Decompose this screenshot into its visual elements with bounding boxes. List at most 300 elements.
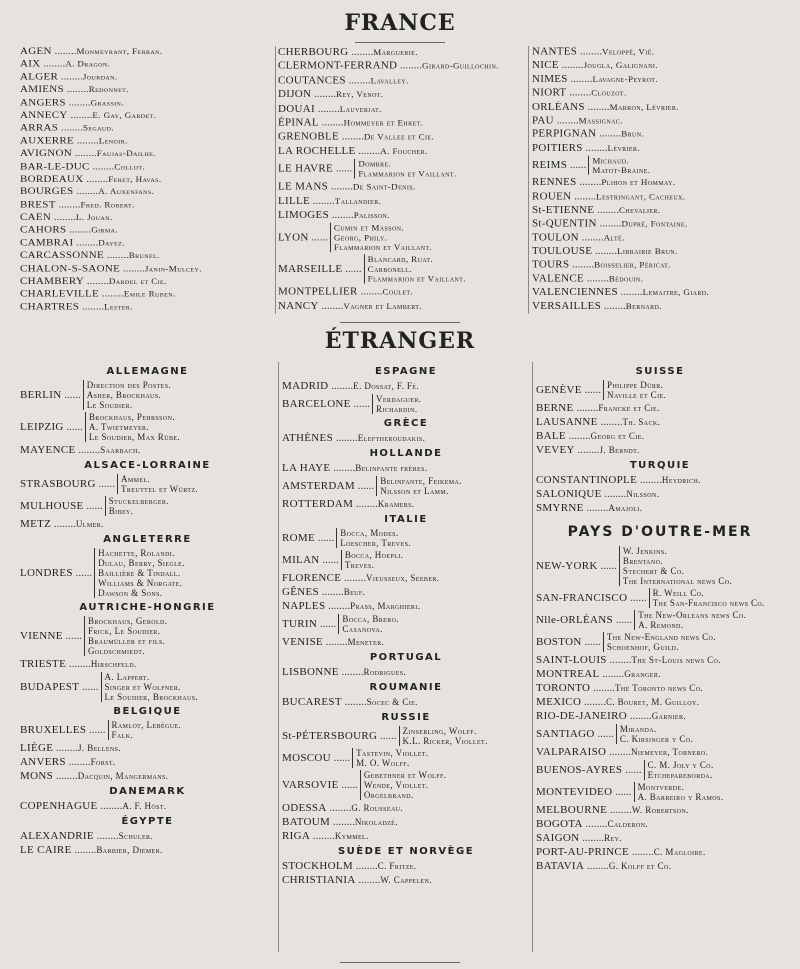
- city-row: [278, 159, 526, 179]
- bookseller-name: Saarbach.: [100, 445, 141, 455]
- bookseller-name: Asher, Brockhaus.: [86, 390, 162, 400]
- leader-dots: ........: [325, 600, 351, 612]
- leader-dots: ........: [311, 88, 337, 101]
- bookseller-name: C. M. Joly y Co.: [647, 760, 714, 770]
- leader-dots: ........: [66, 658, 91, 670]
- city-name: CHARLEVILLE: [20, 288, 100, 300]
- bookseller-name: Marron, Lévrier.: [609, 101, 679, 112]
- bookseller-name: Grassin.: [90, 97, 124, 107]
- bookseller-name: Dawson & Sons.: [98, 588, 163, 598]
- city-name: LYON: [278, 231, 309, 244]
- city-name: MONTREAL: [536, 668, 600, 680]
- bookseller-name: Blancard, Ruat.: [367, 254, 434, 265]
- city-label: [282, 730, 397, 742]
- leader-dots: ......: [612, 786, 632, 798]
- city-name: BERLIN: [20, 389, 62, 401]
- city-row: [20, 135, 272, 146]
- bookseller-list: [634, 610, 784, 630]
- bookseller-name: A. Auxenfans.: [98, 187, 155, 197]
- bookseller-name: Heydrich.: [661, 475, 701, 485]
- bookseller-name: Feret, Havas.: [108, 174, 162, 184]
- bookseller-name: Loescher, Treves.: [340, 538, 411, 548]
- leader-dots: ........: [89, 160, 115, 172]
- bookseller-name: Segaud.: [82, 123, 114, 133]
- city-name: PORT-AU-PRINCE: [536, 846, 629, 858]
- leader-dots: ........: [583, 502, 609, 514]
- country-heading: ANGLETERRE: [103, 534, 192, 545]
- city-row: [536, 588, 784, 608]
- city-row: [20, 301, 272, 312]
- city-row: [278, 195, 526, 207]
- city-name: BORDEAUX: [20, 173, 84, 185]
- leader-dots: ........: [75, 444, 101, 456]
- city-row: [282, 600, 530, 612]
- bookseller-name: Treuttel et Würtz.: [121, 484, 199, 494]
- bookseller-name: Hommeyer et Ehret.: [343, 117, 424, 128]
- bookseller-list: [354, 159, 526, 179]
- bookseller-list: [399, 726, 530, 746]
- bookseller-name: Emile Ruben.: [123, 289, 176, 299]
- city-label: [20, 724, 106, 736]
- bookseller-name: Clouzot.: [591, 88, 627, 98]
- city-row: [282, 586, 530, 598]
- bookseller-name: Beuf.: [343, 587, 366, 597]
- city-row: [282, 572, 530, 584]
- leader-dots: ........: [328, 180, 353, 193]
- bookseller-name: Francke et Cie.: [598, 403, 660, 413]
- country-heading: ALLEMAGNE: [106, 366, 189, 377]
- city-name: MILAN: [282, 554, 320, 566]
- bookseller-name: Nikoladzé.: [354, 817, 398, 827]
- leader-dots: ........: [63, 84, 89, 95]
- bookseller-name: A. Foucher.: [380, 145, 428, 156]
- country-heading: HOLLANDE: [369, 448, 443, 459]
- city-row: [532, 101, 780, 113]
- bookseller-name: Matot-Braine.: [592, 165, 651, 175]
- bookseller-name: Lester.: [103, 302, 133, 312]
- leader-dots: ........: [93, 830, 119, 842]
- bookseller-name: A. Barreiro y Ramos.: [637, 792, 724, 802]
- city-row: [536, 610, 784, 630]
- city-name: BATAVIA: [536, 860, 585, 872]
- bookseller-name: E. Gay, Gardet.: [92, 110, 157, 120]
- bookseller-name: Richardin.: [375, 404, 418, 414]
- city-name: NIMES: [532, 73, 568, 85]
- leader-dots: ......: [622, 764, 642, 776]
- city-name: VERSAILLES: [532, 300, 601, 312]
- bookseller-name: Jougla, Galignani.: [583, 60, 658, 71]
- bookseller-name: Boisselier, Péricat.: [594, 260, 671, 270]
- city-row: [20, 225, 272, 236]
- city-row: [20, 518, 275, 530]
- city-name: SAINT-LOUIS: [536, 654, 607, 666]
- bookseller-name: Girma.: [91, 225, 119, 235]
- bookseller-name: Philippe Dürr.: [607, 380, 664, 390]
- leader-dots: ........: [83, 173, 109, 185]
- city-name: REIMS: [532, 159, 568, 171]
- city-name: ARRAS: [20, 122, 59, 134]
- bookseller-name: Marguerie.: [373, 46, 418, 57]
- bookseller-name: Naville et Cie.: [607, 390, 667, 400]
- country-heading: DANEMARK: [109, 786, 186, 797]
- country-heading: TURQUIE: [629, 460, 691, 471]
- bookseller-name: Brockhaus, Gerold.: [87, 616, 168, 626]
- city-name: TURIN: [282, 618, 318, 630]
- city-name: CONSTANTINOPLE: [536, 474, 638, 486]
- city-name: BREST: [20, 199, 56, 210]
- bookseller-name: Barbier, Diemer.: [96, 845, 163, 855]
- city-row: [20, 444, 275, 456]
- city-row: [532, 115, 780, 127]
- city-name: DIJON: [278, 88, 312, 101]
- city-name: MARSEILLE: [278, 263, 343, 275]
- city-name: LONDRES: [20, 567, 73, 579]
- leader-dots: ........: [579, 832, 605, 844]
- city-name: CAEN: [20, 212, 52, 223]
- bookseller-name: C. Kirsinger y Co.: [619, 734, 694, 744]
- city-name: COUTANCES: [278, 74, 346, 87]
- city-row: [532, 245, 780, 257]
- country-heading: RUSSIE: [381, 712, 431, 723]
- leader-dots: ........: [601, 488, 627, 500]
- city-row: [278, 103, 526, 115]
- leader-dots: ........: [355, 144, 381, 157]
- bookseller-name: Le Soudier, Max Rübe.: [88, 432, 181, 442]
- city-row: [278, 46, 526, 58]
- bookseller-name: De Vallee et Cie.: [363, 131, 435, 142]
- leader-dots: ........: [330, 816, 355, 828]
- bookseller-list: [649, 588, 784, 608]
- bookseller-name: Direction des Postes.: [86, 380, 172, 390]
- city-row: [20, 97, 272, 108]
- bookseller-name: The St-Louis news Co.: [631, 655, 721, 665]
- bookseller-list: [603, 632, 784, 652]
- city-row: [278, 209, 526, 221]
- bookseller-name: A. Twietmeyer.: [88, 422, 150, 432]
- bookseller-name: C. Fritze.: [377, 861, 417, 871]
- city-name: BALE: [536, 430, 566, 442]
- city-name: TORONTO: [536, 682, 591, 694]
- city-row: [532, 232, 780, 244]
- city-row: [282, 770, 530, 800]
- bookseller-name: Brockhaus, Pehrsson.: [88, 412, 176, 422]
- bookseller-name: G. Kolff et Co.: [608, 861, 672, 871]
- leader-dots: ........: [576, 176, 602, 189]
- bookseller-name: C. Magloire.: [653, 847, 706, 857]
- city-name: MONS: [20, 770, 53, 782]
- city-name: BOURGES: [20, 186, 74, 198]
- bookseller-name: Bocca, Hoepli.: [344, 550, 404, 560]
- city-name: FLORENCE: [282, 572, 342, 584]
- leader-dots: ........: [553, 114, 579, 127]
- city-row: [536, 632, 784, 652]
- city-name: TRIESTE: [20, 658, 67, 670]
- bookseller-name: Vagner et Lambert.: [343, 300, 422, 311]
- city-row: [278, 254, 526, 283]
- city-row: [532, 87, 780, 99]
- city-row: [532, 73, 780, 85]
- city-row: [278, 300, 526, 312]
- city-row: [532, 128, 780, 140]
- city-name: NAPLES: [282, 600, 326, 612]
- bookseller-name: Forst.: [90, 757, 116, 767]
- country-heading: ÉGYPTE: [121, 816, 174, 827]
- bookseller-name: Bocca, Brero.: [342, 614, 399, 624]
- city-name: VALENCE: [532, 272, 585, 285]
- city-name: LIÈGE: [20, 742, 54, 754]
- bookseller-name: Singer et Wolfner.: [104, 682, 181, 692]
- city-label: [278, 232, 328, 244]
- bookseller-name: Calderon.: [607, 819, 649, 829]
- city-row: [282, 830, 530, 842]
- city-name: MULHOUSE: [20, 500, 84, 512]
- city-row: [20, 380, 275, 410]
- city-row: [532, 300, 780, 312]
- city-name: BOSTON: [536, 636, 582, 648]
- city-row: [278, 60, 526, 72]
- leader-dots: ......: [79, 681, 99, 693]
- city-label: [536, 636, 601, 648]
- city-row: [536, 696, 784, 708]
- bookseller-name: Alté.: [603, 232, 625, 243]
- leader-dots: ........: [55, 199, 81, 210]
- leader-dots: ........: [341, 572, 366, 584]
- column-divider: [532, 362, 533, 952]
- bookseller-name: A. Dragon.: [65, 59, 111, 69]
- city-label: [278, 163, 352, 175]
- city-row: [278, 181, 526, 193]
- city-row: [536, 380, 784, 400]
- leader-dots: ........: [582, 818, 608, 830]
- city-name: BUDAPEST: [20, 681, 80, 693]
- leader-dots: ......: [62, 630, 82, 642]
- city-name: AMSTERDAM: [282, 480, 355, 492]
- bookseller-name: Coulet.: [382, 286, 414, 297]
- city-row: [532, 218, 780, 230]
- city-row: [278, 131, 526, 143]
- city-row: [20, 199, 272, 210]
- leader-dots: ......: [355, 480, 375, 492]
- city-name: ROME: [282, 532, 315, 544]
- city-row: [20, 658, 275, 670]
- bookseller-name: W. Jenkins.: [622, 546, 668, 556]
- bookseller-name: Dayez.: [98, 238, 125, 248]
- bookseller-name: Librairie Brun.: [617, 246, 678, 256]
- bookseller-name: L. Jouan.: [75, 212, 113, 222]
- city-row: [536, 488, 784, 500]
- bookseller-name: A. Remond.: [638, 620, 684, 630]
- leader-dots: ........: [577, 46, 602, 58]
- city-row: [536, 416, 784, 428]
- leader-dots: ........: [310, 194, 335, 207]
- city-name: ANNECY: [20, 109, 68, 121]
- city-name: LILLE: [278, 194, 311, 207]
- leader-dots: ........: [558, 59, 584, 72]
- city-row: [20, 148, 272, 159]
- leader-dots: ........: [584, 860, 609, 872]
- city-name: VENISE: [282, 636, 323, 648]
- country-heading: BELGIQUE: [113, 706, 182, 717]
- leader-dots: ........: [51, 518, 76, 530]
- bookseller-name: Williams & Norgate.: [98, 578, 183, 588]
- city-row: [20, 720, 275, 740]
- city-name: ROUEN: [532, 190, 572, 202]
- city-row: [20, 212, 272, 223]
- country-heading: AUTRICHE-HONGRIE: [79, 602, 216, 613]
- leader-dots: ........: [578, 231, 604, 244]
- city-label: [282, 554, 339, 566]
- bookseller-name: Garnier.: [651, 711, 687, 721]
- etranger-column-2: [282, 362, 530, 888]
- bookseller-name: The International news Co.: [622, 576, 733, 586]
- leader-dots: ........: [97, 800, 123, 812]
- city-row: [20, 186, 272, 197]
- city-row: [278, 117, 526, 129]
- city-name: SAIGON: [536, 832, 580, 844]
- city-name: BERNE: [536, 402, 574, 414]
- city-row: [20, 276, 272, 287]
- city-row: [532, 259, 780, 271]
- city-name: LE CAIRE: [20, 844, 72, 856]
- city-row: [532, 177, 780, 189]
- bookseller-name: A. Lappert.: [104, 672, 150, 682]
- city-label: [536, 592, 647, 604]
- bookseller-name: Veloppé, Vié.: [601, 46, 655, 57]
- city-name: VIENNE: [20, 630, 63, 642]
- bookseller-name: Bocca, Modes.: [340, 528, 399, 538]
- leader-dots: ........: [617, 286, 643, 299]
- city-name: AMIENS: [20, 84, 64, 95]
- leader-dots: ........: [74, 135, 99, 147]
- city-name: Nlle-ORLÉANS: [536, 614, 613, 626]
- city-label: [20, 630, 82, 642]
- etranger-column-3: [536, 362, 784, 874]
- leader-dots: ......: [342, 263, 362, 275]
- bookseller-name: Schuler.: [118, 831, 154, 841]
- bookseller-name: Montverde.: [637, 782, 685, 792]
- leader-dots: ........: [328, 380, 354, 392]
- city-row: [20, 742, 275, 754]
- bookseller-name: Eleftheroudakis.: [357, 433, 426, 443]
- city-row: [536, 804, 784, 816]
- bookseller-list: [117, 474, 275, 494]
- bookseller-name: Chevalier.: [619, 205, 661, 215]
- city-row: [20, 770, 275, 782]
- city-row: [532, 60, 780, 72]
- city-row: [532, 46, 780, 58]
- bookseller-name: Lévrier.: [607, 143, 641, 153]
- city-name: STOCKHOLM: [282, 860, 353, 872]
- bookseller-name: Rey, Venot.: [336, 89, 384, 100]
- leader-dots: ......: [83, 500, 103, 512]
- city-name: ÉPINAL: [278, 116, 319, 129]
- bookseller-list: [372, 394, 530, 414]
- bookseller-name: J. Berndt.: [599, 445, 640, 455]
- leader-dots: ........: [345, 74, 371, 87]
- city-label: [536, 764, 642, 776]
- leader-dots: ......: [581, 636, 601, 648]
- leader-dots: ........: [72, 148, 97, 159]
- leader-dots: ........: [565, 430, 591, 442]
- city-name: AIX: [20, 58, 41, 70]
- leader-dots: ........: [318, 299, 344, 312]
- city-label: [536, 560, 617, 572]
- city-name: COPENHAGUE: [20, 800, 98, 812]
- country-heading: ITALIE: [384, 514, 428, 525]
- france-column-1: [20, 46, 272, 314]
- city-name: LA ROCHELLE: [278, 144, 356, 157]
- city-label: [20, 389, 81, 401]
- city-row: [20, 161, 272, 172]
- bookseller-name: Frick, Le Soudier.: [87, 626, 161, 636]
- bookseller-name: De Saint-Denis.: [352, 181, 416, 192]
- city-name: SMYRNE: [536, 502, 584, 514]
- bookseller-name: Lemaitre, Giard.: [642, 287, 710, 298]
- leader-dots: ........: [348, 46, 374, 58]
- bookseller-name: Brun.: [621, 129, 645, 139]
- bookseller-name: Nilsson.: [626, 489, 660, 499]
- city-name: LISBONNE: [282, 666, 339, 678]
- leader-dots: ........: [58, 122, 83, 134]
- bookseller-name: Goldschmiedt.: [87, 646, 145, 656]
- city-name: LIMOGES: [278, 208, 329, 221]
- leader-dots: ........: [628, 846, 654, 858]
- france-column-2: [278, 46, 526, 314]
- city-row: [282, 726, 530, 746]
- bookseller-name: Prass, Marghieri.: [350, 601, 421, 611]
- city-row: [278, 74, 526, 86]
- city-row: [282, 802, 530, 814]
- leader-dots: ......: [61, 389, 81, 401]
- bookseller-name: Cumin et Masson.: [333, 222, 405, 233]
- bookseller-name: Lenoir.: [98, 136, 128, 146]
- country-heading: SUISSE: [635, 366, 685, 377]
- leader-dots: ........: [329, 208, 354, 221]
- city-name: ANVERS: [20, 756, 66, 768]
- city-name: LEIPZIG: [20, 421, 64, 433]
- bookseller-name: Lavalley.: [370, 75, 409, 86]
- city-label: [282, 480, 374, 492]
- city-row: [282, 528, 530, 548]
- leader-dots: ........: [584, 100, 610, 113]
- bookseller-name: Vieusseux, Seeber.: [366, 573, 440, 583]
- section-rule: [340, 322, 460, 323]
- bookseller-name: Niemeyer, Tornero.: [631, 747, 709, 757]
- city-row: [282, 380, 530, 392]
- leader-dots: ........: [73, 237, 99, 249]
- city-row: [532, 273, 780, 285]
- leader-dots: ........: [338, 666, 364, 678]
- bookseller-name: Carbonell.: [367, 264, 412, 275]
- bookseller-name: Georg, Phily.: [333, 232, 388, 243]
- leader-dots: ......: [597, 560, 617, 572]
- bookseller-name: Tastevin, Viollet.: [356, 748, 429, 758]
- bookseller-name: Flammarion et Vaillant.: [358, 168, 457, 179]
- leader-dots: ........: [40, 58, 66, 70]
- bookseller-list: [341, 550, 530, 570]
- city-row: [536, 444, 784, 456]
- leader-dots: ......: [581, 384, 602, 396]
- city-row: [536, 760, 784, 780]
- bookseller-name: Le Soudier, Brockhaus.: [104, 692, 199, 702]
- leader-dots: ........: [607, 804, 632, 816]
- leader-dots: ........: [596, 217, 622, 230]
- city-row: [282, 498, 530, 510]
- leader-dots: ........: [567, 73, 593, 85]
- bookseller-name: Brentano.: [622, 556, 663, 566]
- bookseller-name: The New-Orleans news Co.: [638, 610, 747, 620]
- leader-dots: ......: [333, 162, 353, 175]
